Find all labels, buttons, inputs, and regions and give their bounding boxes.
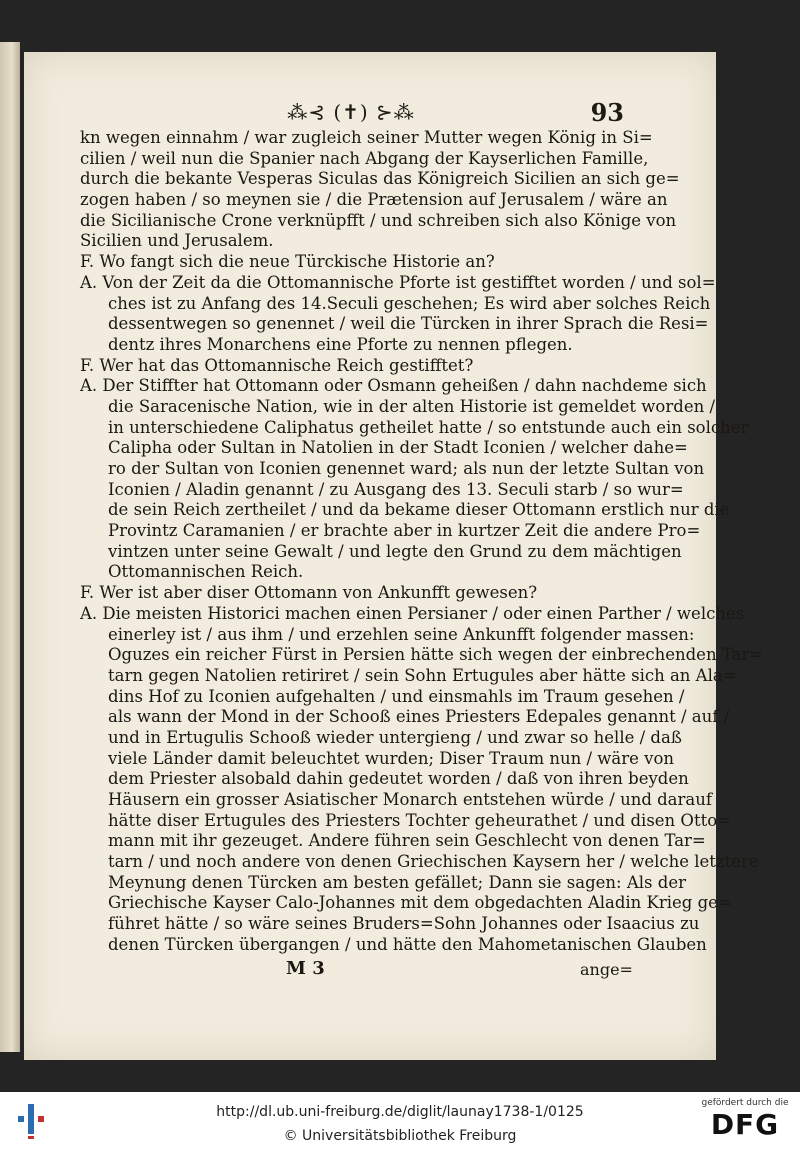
text-line: dentz ihres Monarchens eine Pforte zu nennen pflegen. [108, 334, 573, 354]
text-line: in unterschiedene Caliphatus getheilet hatte / so entstunde auch ein solcher [108, 417, 749, 437]
text-line: de sein Reich zertheilet / und da bekame dieser Ottomann erstlich nur die [108, 500, 730, 520]
text-line: dins Hof zu Iconien aufgehalten / und einsmahls im Traum gesehen / [108, 686, 685, 706]
text-line: F. Wer ist aber diser Ottomann von Ankunfft gewesen? [80, 583, 538, 603]
text-line: als wann der Mond in der Schooß eines Priesters Edepales genannt / auf / [108, 707, 730, 727]
text-line: und in Ertugulis Schooß wieder untergieng / und zwar so helle / daß [108, 727, 682, 747]
text-line: denen Türcken übergangen / und hätte den Mahometanischen Glauben [108, 934, 707, 954]
text-line: ches ist zu Anfang des 14.Seculi geschehen; Es wird aber solches Reich [108, 293, 711, 313]
page-number: 93 [590, 98, 624, 127]
text-line: Oguzes ein reicher Fürst in Persien hätte sich wegen der einbrechenden Tar= [108, 645, 764, 665]
text-line: die Sicilianische Crone verknüpfft / und schreiben sich also Könige von [80, 210, 677, 230]
text-line: Häusern ein grosser Asiatischer Monarch entstehen würde / und darauf [108, 790, 712, 809]
text-line: Ottomannischen Reich. [108, 562, 304, 582]
text-line: cilien / weil nun die Spanier nach Abgang der Kayserlichen Famille, [80, 148, 649, 168]
text-line: A. Der Stiffter hat Ottomann oder Osmann geheißen / dahn nachdeme sich [80, 376, 707, 396]
dfg-logo: DFG [710, 1108, 780, 1141]
text-line: kn wegen einnahm / war zugleich seiner Mutter wegen König in Si= [80, 128, 653, 147]
book-page [24, 52, 764, 1060]
text-line: zogen haben / so meynen sie / die Prætension auf Jerusalem / wäre an [80, 190, 668, 210]
left-page-edge [0, 42, 20, 1052]
text-line: Sicilien und Jerusalem. [80, 231, 274, 251]
text-line: dem Priester alsobald dahin gedeutet worden / daß von ihren beyden [108, 769, 689, 789]
text-line: F. Wo fangt sich die neue Türckische Historie an? [80, 252, 495, 272]
catchword-signature: M 3 [286, 958, 325, 979]
page-body-text [80, 128, 764, 956]
text-line: Provintz Caramanien / er brachte aber in kurtzer Zeit die andere Pro= [108, 521, 701, 541]
text-line: durch die bekante Vesperas Siculas das Königreich Sicilien an sich ge= [80, 169, 680, 189]
text-line: vintzen unter seine Gewalt / und legte den Grund zu dem mächtigen [108, 541, 682, 561]
header-ornament: ⁂⊰ (✝) ⊱⁂ [287, 100, 415, 124]
text-line: tarn gegen Natolien retiriret / sein Sohn Ertugules aber hätte sich an Ala= [108, 665, 737, 685]
text-line: F. Wer hat das Ottomannische Reich gestifftet? [80, 355, 474, 375]
text-line: Griechische Kayser Calo-Johannes mit dem obgedachten Aladin Krieg ge= [108, 893, 732, 913]
text-line: Calipha oder Sultan in Natolien in der Stadt Iconien / welcher dahe= [108, 438, 688, 458]
text-line: führet hätte / so wäre seines Bruders=Sohn Johannes oder Isaacius zu [108, 914, 700, 934]
page-header [24, 100, 716, 126]
dfg-funding-badge[interactable] [700, 1098, 790, 1141]
text-line: A. Von der Zeit da die Ottomannische Pforte ist gestifftet worden / und sol= [80, 272, 716, 292]
text-line: A. Die meisten Historici machen einen Persianer / oder einen Parther / welches [80, 603, 745, 623]
dfg-funding-text: gefördert durch die [701, 1098, 789, 1108]
text-line: einerley ist / aus ihm / und erzehlen seine Ankunfft folgender massen: [108, 624, 695, 644]
viewer-footer [0, 1092, 800, 1149]
footer-url[interactable]: http://dl.ub.uni-freiburg.de/diglit/launay1738-1/0125 [216, 1104, 584, 1120]
catchword: ange= [580, 960, 633, 979]
text-line: Iconien / Aladin genannt / zu Ausgang des 13. Seculi starb / so wur= [108, 479, 684, 499]
text-line: viele Länder damit beleuchtet wurden; Diser Traum nun / wäre von [108, 748, 675, 768]
text-line: die Saracenische Nation, wie in der alten Historie ist gemeldet worden / [108, 396, 716, 416]
text-line: hätte diser Ertugules des Priesters Tochter geheurathet / und disen Otto= [108, 810, 731, 830]
text-line: dessentwegen so genennet / weil die Türcken in ihrer Sprach die Resi= [108, 314, 709, 334]
text-line: Meynung denen Türcken am besten gefället; Dann sie sagen: Als der [108, 872, 686, 892]
text-line: ro der Sultan von Iconien genennet ward; als nun der letzte Sultan von [108, 459, 705, 478]
text-line: tarn / und noch andere von denen Griechischen Kaysern her / welche letztere [108, 852, 759, 872]
footer-copyright: © Universitätsbibliothek Freiburg [283, 1128, 517, 1144]
text-line: mann mit ihr gezeuget. Andere führen sein Geschlecht von denen Tar= [108, 831, 706, 851]
